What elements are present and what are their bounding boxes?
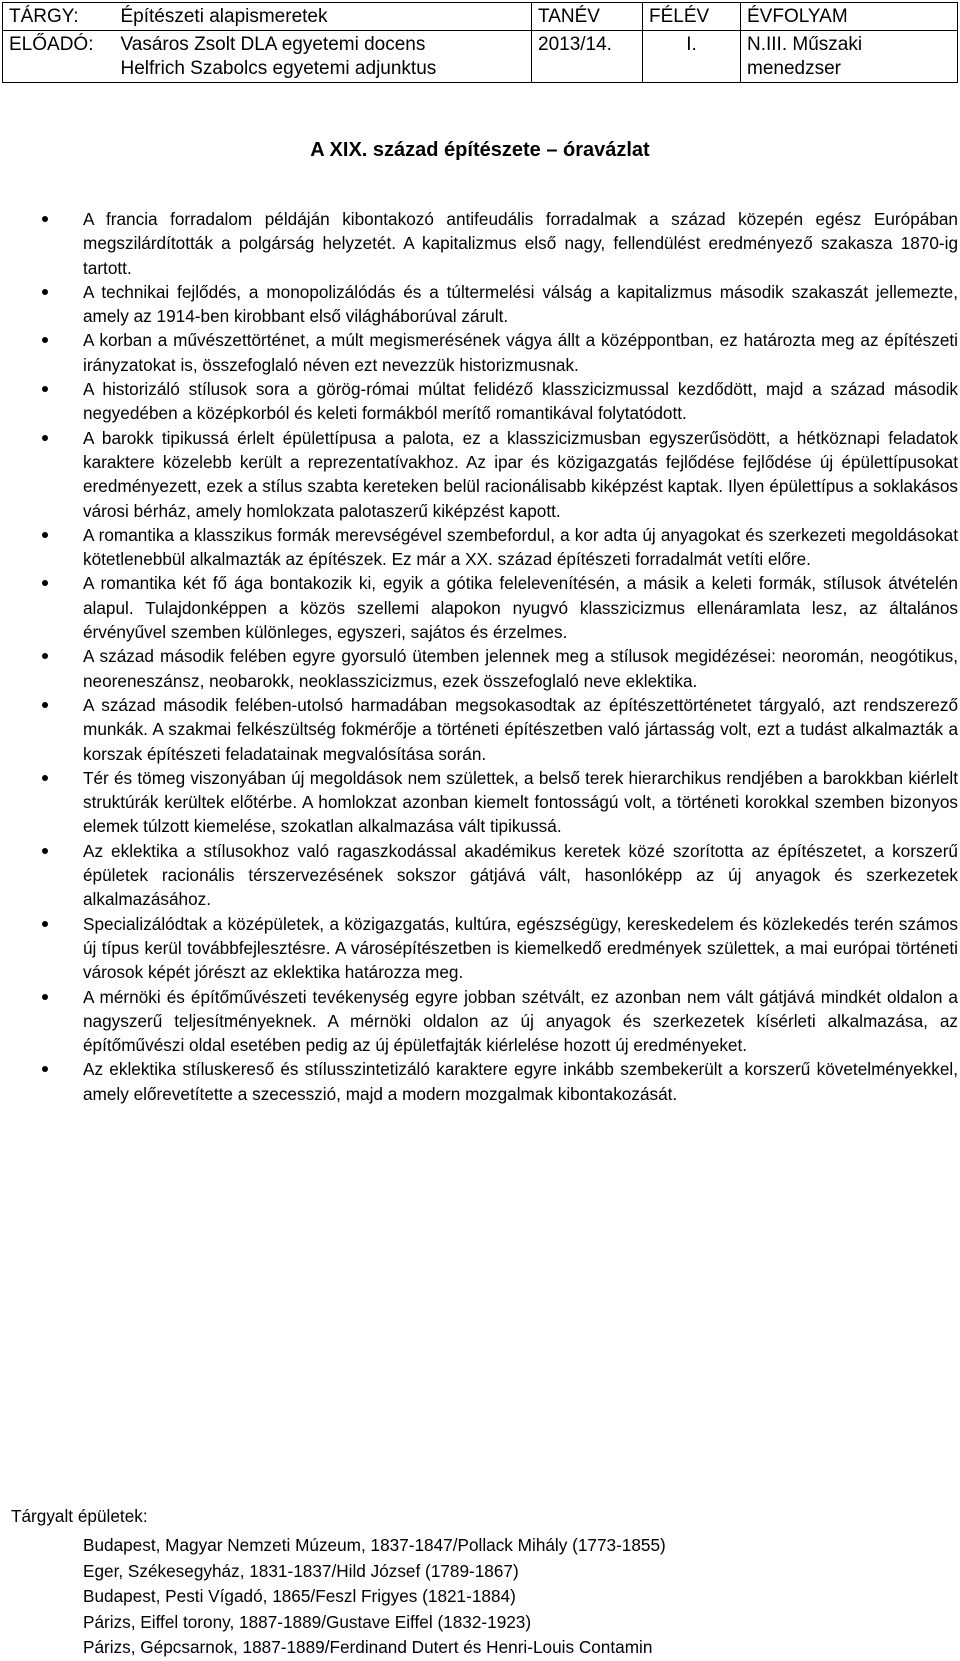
buildings-heading: Tárgyalt épületek: — [11, 1506, 148, 1526]
bullet-icon — [42, 216, 48, 222]
bullet-item — [20, 280, 958, 329]
bullet-list — [20, 207, 958, 1106]
bullet-text: A romantika két fő ága bontakozik ki, egyik a gótika felelevenítésén, a másik a keleti formák, stílusok átvételén alapul. Tulajdonképpen a közös szellemi alapokon nyugvó klasszicizmus ellenáramlata lesz, az általános érvényűvel szemben különleges, egyszeri, sajátos és érzelmes. — [83, 573, 958, 643]
course-header-table — [2, 2, 958, 83]
bullet-icon — [42, 775, 48, 781]
year-value: 2013/14. — [532, 31, 643, 83]
building-item: Párizs, Gépcsarnok, 1887-1889/Ferdinand Dutert és Henri-Louis Contamin — [83, 1637, 653, 1657]
grade-label: ÉVFOLYAM — [741, 3, 958, 31]
bullet-item — [20, 839, 958, 912]
bullet-item — [20, 328, 958, 377]
bullet-icon — [42, 994, 48, 1000]
header-row-2 — [3, 31, 958, 83]
bullet-icon — [42, 337, 48, 343]
bullet-icon — [42, 532, 48, 538]
bullet-item — [20, 766, 958, 839]
bullet-text: A korban a művészettörténet, a múlt megismerésének vágya állt a középpontban, ez határozta meg az építészeti irányzatokat is, összefoglaló néven ezt nevezzük historizmusnak. — [83, 330, 958, 375]
building-item: Eger, Székesegyház, 1831-1837/Hild József (1789-1867) — [83, 1560, 519, 1581]
bullet-icon — [42, 1066, 48, 1072]
bullet-item — [20, 644, 958, 693]
bullet-icon — [42, 702, 48, 708]
bullet-text: Az eklektika a stílusokhoz való ragaszkodással akadémikus keretek közé szorította az építészetet, a korszerű épületek racionális térszervezésének sokszor gátjává vált, hasonlóképp az új anyagok és szerkezetek alkalmazásához. — [83, 840, 958, 910]
grade-value-line-1: N.III. Műszaki — [747, 34, 863, 55]
bullet-icon — [42, 386, 48, 392]
bullet-icon — [42, 921, 48, 927]
bullet-icon — [42, 580, 48, 586]
bullet-text: Az eklektika stíluskereső és stílusszintetizáló karaktere egyre inkább szembekerült a korszerű követelményekkel, amely előrevetítette a szecesszió, majd a modern mozgalmak kibontakozását. — [83, 1059, 958, 1104]
bullet-icon — [42, 848, 48, 854]
subject-value: Építészeti alapismeretek — [119, 3, 532, 31]
bullet-item — [20, 426, 958, 523]
bullet-text: A barokk tipikussá érlelt épülettípusa a palota, ez a klasszicizmusban egyszerűsödött, a hétköznapi feladatok karaktere közelebb került a reprezentatívakhoz. Az ipar és közigazgatás fejlődése fejlődése új épülettípusokat eredményezett, ezek a stílus szabta kereteken belül racionálisabb kiképzést kaptak. Ilyen épülettípus a soklakásos városi bérház, amely homlokzata palotaszerű kiképzést kapott. — [83, 427, 958, 521]
grade-value-line-2: menedzser — [747, 58, 841, 79]
bullet-text: Tér és tömeg viszonyában új megoldások nem születtek, a belső terek hierarchikus rendjében a barokkban kiérlelt struktúrák kerültek előtérbe. A homlokzat azonban kiemelt fontosságú volt, a történeti korokkal szemben bizonyos elemek túlzott kiemelése, szokatlan alkalmazása vált tipikussá. — [83, 767, 958, 837]
semester-value: I. — [643, 31, 741, 83]
bullet-text: A romantika a klasszikus formák merevségével szembefordul, a kor adta új anyagokat és szerkezeti megoldásokat kötetlenebbül alkalmazták az építészek. Ez már a XX. század építészeti forradalmát vetíti előre. — [83, 524, 958, 570]
bullet-item — [20, 571, 958, 644]
bullet-item — [20, 985, 958, 1058]
bullet-text: A század második felében egyre gyorsuló ütemben jelennek meg a stílusok megidézései: neoromán, neogótikus, neoreneszánsz, neobarokk, neoklasszicizmus, ezek összefoglaló neve eklektika. — [83, 646, 958, 691]
header-row-1 — [3, 3, 958, 31]
lecturer-label: ELŐADÓ: — [3, 31, 119, 83]
lecturer-name-1: Vasáros Zsolt DLA egyetemi docens — [120, 34, 426, 55]
bullet-icon — [42, 653, 48, 659]
building-item: Budapest, Pesti Vígadó, 1865/Feszl Frigyes (1821-1884) — [83, 1586, 516, 1606]
buildings-list — [83, 1533, 666, 1661]
lecturer-names — [119, 31, 532, 83]
lecturer-name-2: Helfrich Szabolcs egyetemi adjunktus — [120, 58, 437, 79]
bullet-text: Specializálódtak a középületek, a közigazgatás, kultúra, egészségügy, kereskedelem és közlekedés terén számos új típus kerül továbbfejlesztésre. A városépítészetben is kiemelkedő eredmények születtek, a mai európai történeti városok képét jórészt az eklektika határozza meg. — [83, 913, 958, 983]
bullet-item — [20, 207, 958, 280]
building-item: Párizs, Eiffel torony, 1887-1889/Gustave Eiffel (1832-1923) — [83, 1611, 532, 1632]
bullet-text: A mérnöki és építőművészeti tevékenység egyre jobban szétvált, ez azonban nem vált gátjává mindkét oldalon a nagyszerű teljesítményeknek. A mérnöki oldalon az új anyagok és szerkezetek kísérleti alkalmazása, az építőművészi oldal esetében pedig az új épületfajták kiérlelése hozott új eredményeket. — [83, 986, 958, 1056]
bullet-icon — [42, 435, 48, 441]
semester-label: FÉLÉV — [643, 3, 741, 31]
building-item: Budapest, Magyar Nemzeti Múzeum, 1837-1847/Pollack Mihály (1773-1855) — [83, 1535, 666, 1555]
bullet-text: A technikai fejlődés, a monopolizálódás és a túltermelési válság a kapitalizmus második szakaszát jellemezte, amely az 1914-ben kirobbant első világháborúval zárult. — [83, 281, 958, 327]
grade-value — [741, 31, 958, 83]
bullet-item — [20, 1057, 958, 1106]
bullet-text: A francia forradalom példáján kibontakozó antifeudális forradalmak a század közepén egész Európában megszilárdították a polgárság helyzetét. A kapitalizmus első nagy, fellendülést eredményező szakasza 1870-ig tartott. — [83, 209, 958, 278]
bullet-item — [20, 523, 958, 572]
bullet-item — [20, 693, 958, 766]
subject-label: TÁRGY: — [3, 3, 119, 31]
bullet-text: A historizáló stílusok sora a görög-római múltat felidéző klasszicizmussal kezdődött, majd a század második negyedében a középkorból és keleti formákból merítő romantikával folytatódott. — [83, 379, 958, 424]
bullet-item — [20, 377, 958, 426]
bullet-icon — [42, 289, 48, 295]
bullet-item — [20, 912, 958, 985]
year-label: TANÉV — [532, 3, 643, 31]
page-title: A XIX. század építészete – óravázlat — [310, 139, 650, 161]
bullet-text: A század második felében-utolsó harmadában megsokasodtak az építészettörténetet tárgyaló, azt rendszerező munkák. A szakmai felkészültség fokmérője a történeti építészetben való jártasság volt, ezt a tudást alkalmazták a korszak építészeti feladatainak megvalósítása során. — [83, 694, 958, 764]
